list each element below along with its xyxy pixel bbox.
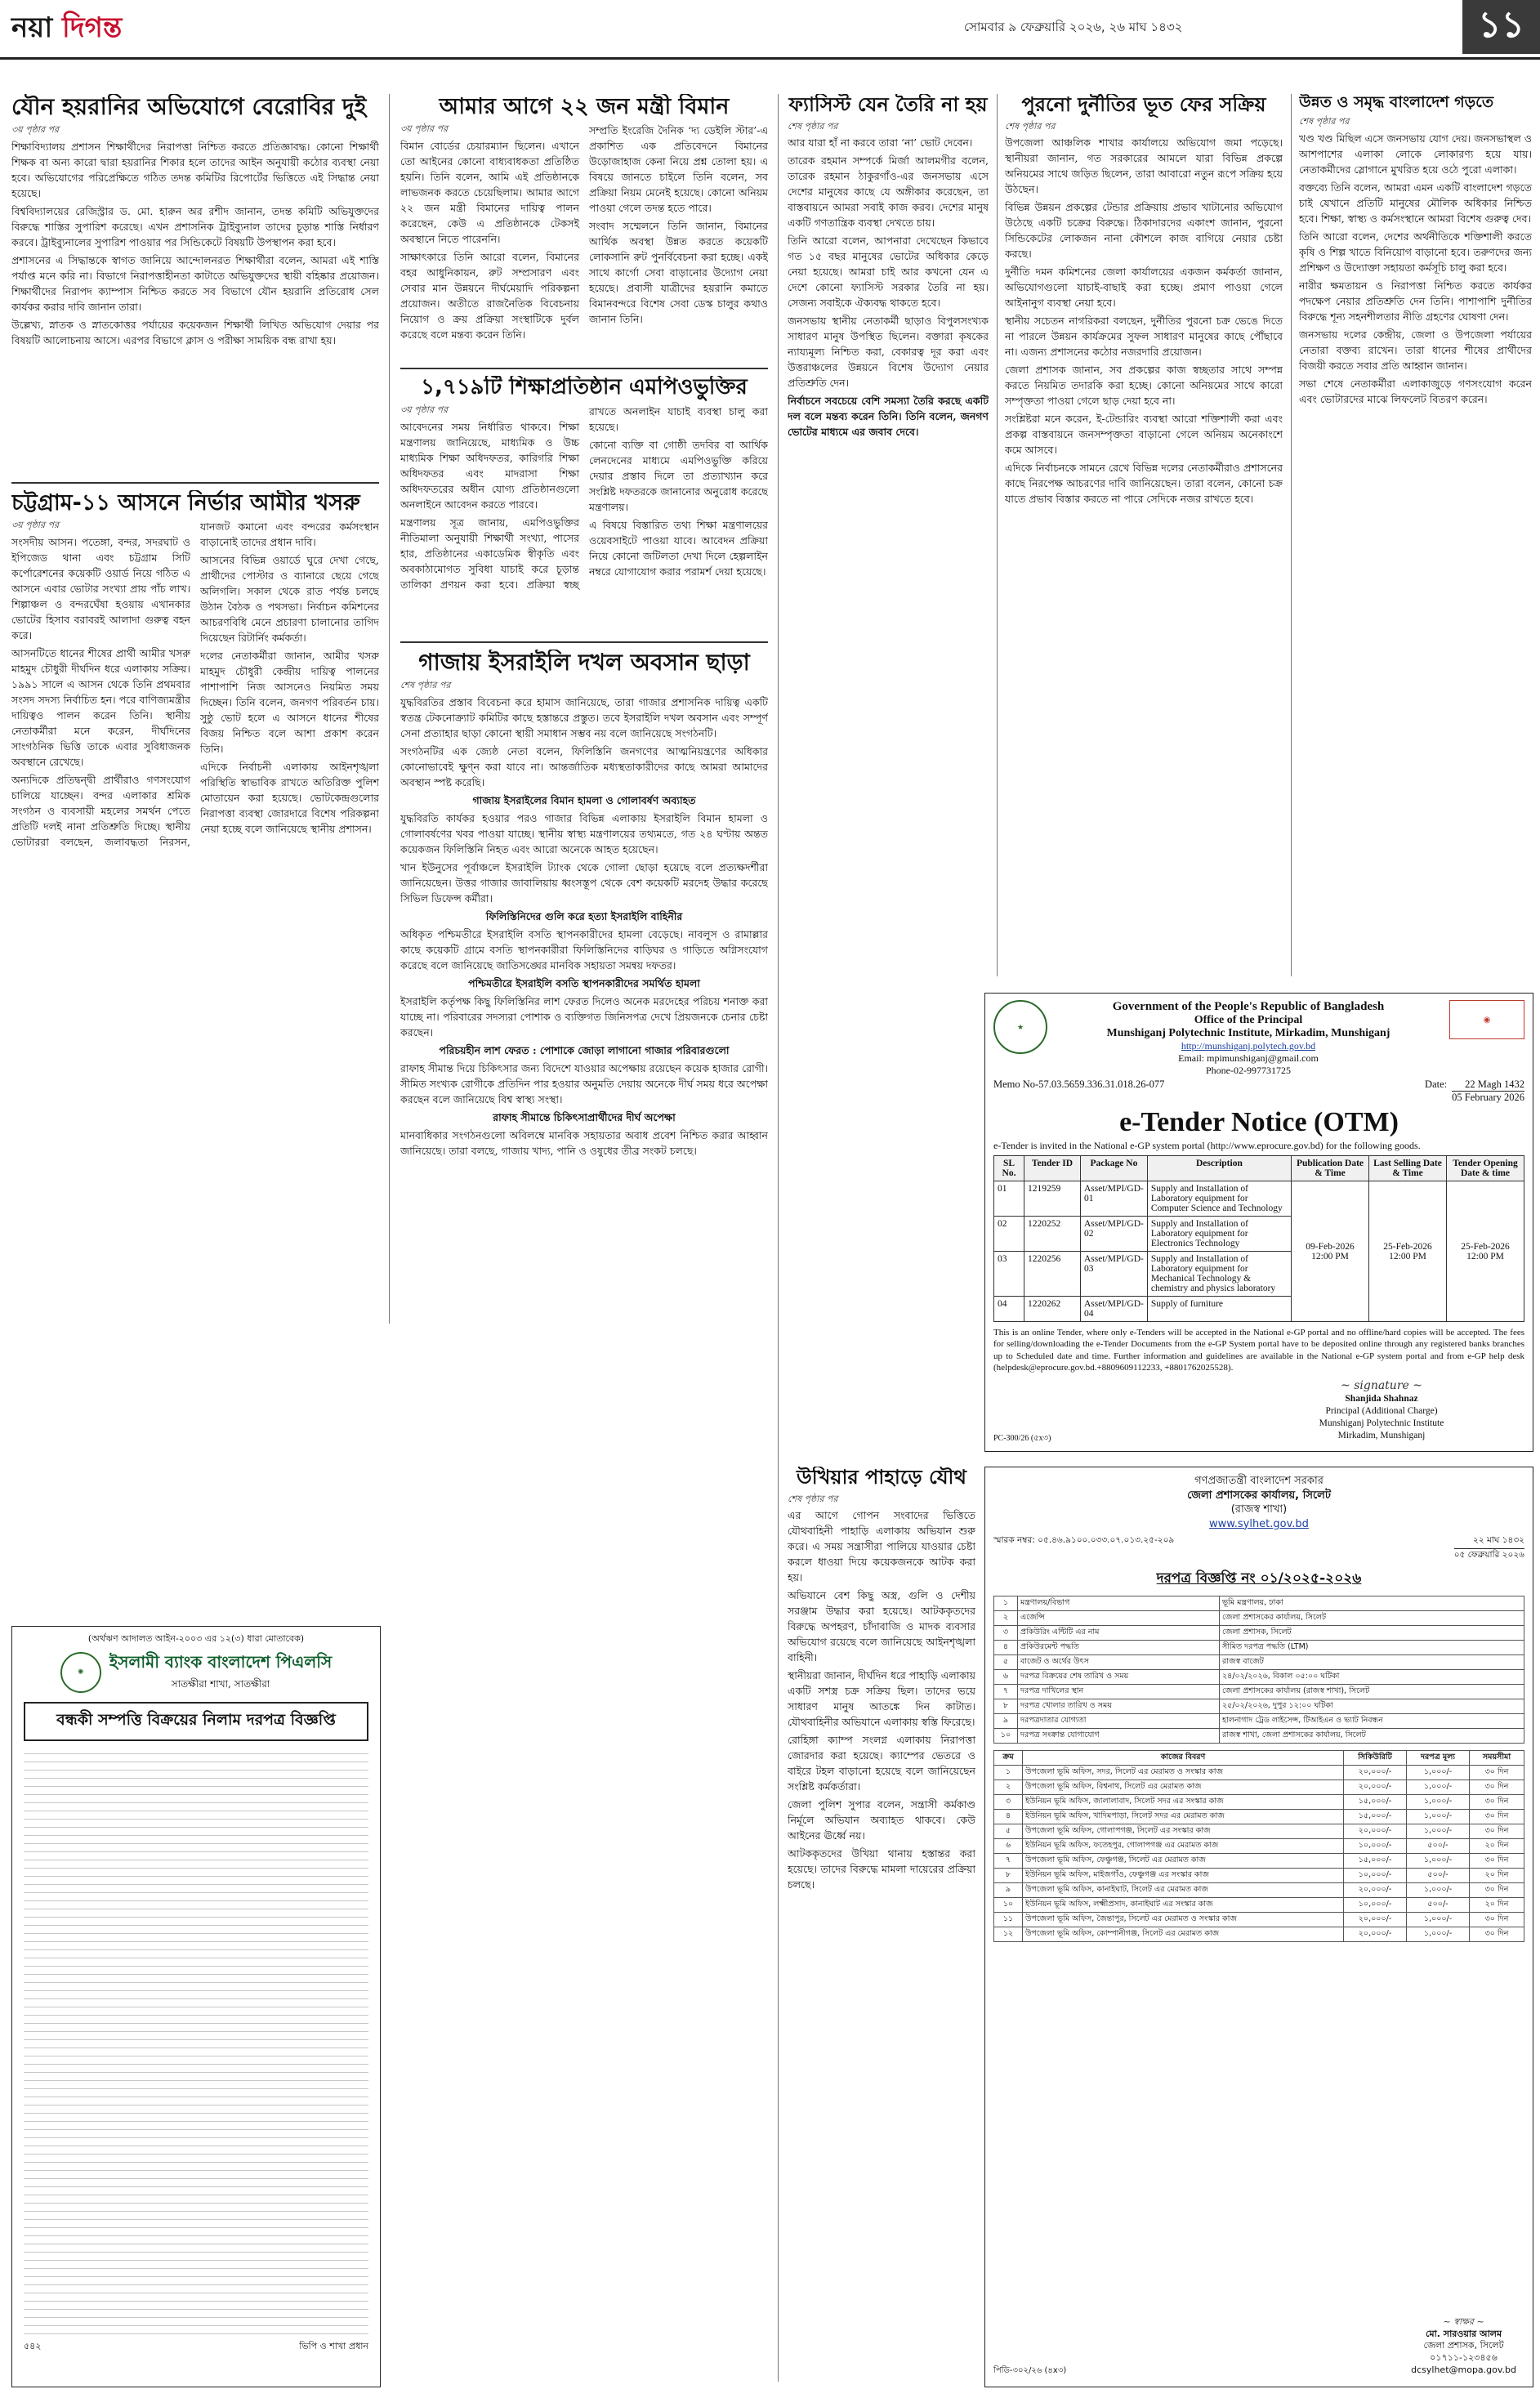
government-seal-icon: ★ <box>993 1000 1047 1054</box>
smart-bangladesh-logo: ◉ <box>1449 1000 1524 1039</box>
table-cell: ৯ <box>994 1883 1023 1898</box>
sylhet-notice-title: দরপত্র বিজ্ঞপ্তি নং ০১/২০২৫-২০২৬ <box>1156 1570 1362 1588</box>
article-paragraph: উপজেলা আঞ্চলিক শাখার কার্যালয়ে অভিযোগ জমা পড়েছে। স্থানীয়রা জানান, গত সরকারের আমলে যারা বিভিন্ন প্রকল্পে অনিয়মের সাথে জড়িত ছিলেন, তারা আবারো নতুন রূপে সক্রিয় হয়ে উঠছেন। <box>1005 136 1283 196</box>
table-cell: ৩০ দিন <box>1470 1883 1524 1898</box>
table-cell: 1220252 <box>1024 1217 1081 1252</box>
article-paragraph: খান ইউনুসের পূর্বাঞ্চলে ইসরাইলি ট্যাংক থেকে গোলা ছোড়া হয়েছে বলে প্রত্যক্ষদর্শীরা জানিয়েছেন। উত্তর গাজার জাবালিয়ায় ধ্বংসস্তূপ থেকে বেশ কয়েকটি মরদেহ উদ্ধার করেছে সিভিল ডিফেন্স কর্মীরা। <box>400 860 768 904</box>
table-row <box>994 1913 1524 1927</box>
bank-branch: সাতক্ষীরা শাখা, সাতক্ষীরা <box>171 1678 270 1690</box>
table-header-row <box>994 1156 1524 1181</box>
sylhet-website-link[interactable]: www.sylhet.gov.bd <box>1209 1517 1309 1530</box>
table-cell: ৪ <box>994 1810 1023 1824</box>
etender-date-en: 05 February 2026 <box>1452 1092 1524 1103</box>
table-cell: ইউনিয়ন ভূমি অফিস, জালালাবাদ, সিলেট সদর এর সংস্কার কাজ <box>1023 1795 1344 1810</box>
article-paragraph: জনসভায় দলের কেন্দ্রীয়, জেলা ও উপজেলা পর্যায়ের নেতারা বক্তব্য রাখেন। তারা ধানের শীষের প্রার্থীদের বিজয়ী করতে সবার প্রতি আহ্বান জানান। <box>1299 328 1532 372</box>
sylhet-signer-phone: ০১৭১১-১২৩৪৫৬ <box>1430 2352 1498 2364</box>
sylhet-date-en: ০৫ ফেব্রুয়ারি ২০২৬ <box>1453 1550 1524 1561</box>
etender-signer-title: Principal (Additional Charge) <box>1325 1406 1438 1417</box>
table-row <box>994 1824 1524 1839</box>
table-cell: ১,০০০/- <box>1407 1883 1470 1898</box>
table-row <box>994 1685 1524 1699</box>
table-cell: ২০,০০০/- <box>1344 1824 1407 1839</box>
bank-name: ইসলামী ব্যাংক বাংলাদেশ পিএলসি <box>109 1652 333 1672</box>
article-minister[interactable] <box>400 94 768 364</box>
table-cell: ২০,০০০/- <box>1344 1766 1407 1780</box>
table-row <box>994 1927 1524 1942</box>
auction-title: বন্ধকী সম্পত্তি বিক্রয়ের নিলাম দরপত্র বিজ্ঞপ্তি <box>24 1702 368 1741</box>
article-ukhiya[interactable] <box>788 1467 975 2382</box>
table-row <box>994 1729 1524 1744</box>
table-cell: দরপত্র বিক্রয়ের শেষ তারিখ ও সময় <box>1018 1670 1220 1685</box>
article-headline: যৌন হয়রানির অভিযোগে বেরোবির দুই <box>11 94 367 120</box>
table-cell: ইউনিয়ন ভূমি অফিস, খাদিমপাড়া, সিলেট সদর এর মেরামত কাজ <box>1023 1810 1344 1824</box>
article-paragraph: অন্যদিকে প্রতিদ্বন্দ্বী প্রার্থীরাও গণসংযোগ চালিয়ে যাচ্ছেন। বন্দর এলাকার শ্রমিক সংগঠন ও ব্যবসায়ী মহলের সমর্থন পেতে প্রতিটি দলই নানা প্রতিশ্রুতি দিচ্ছে। স্থানীয় ভোটাররা বলছেন, জলাবদ্ধতা নিরসন, যানজট কমানো এবং বন্দরের কর্মসংস্থান বাড়ানোই তাদের প্রধান দাবি। <box>11 520 379 848</box>
table-cell: Supply and Installation of Laboratory equipment for Computer Science and Technology <box>1147 1181 1291 1217</box>
article-paragraph: সংবাদ সম্মেলনে তিনি জানান, বিমানের আর্থিক অবস্থা উন্নত করতে কয়েকটি লোকসানি রুট পুনর্বিবেচনা করা হচ্ছে। একই সাথে কার্গো সেবা বাড়ানোর উদ্যোগ নেয়া হয়েছে। প্রবাসী যাত্রীদের হয়রানি কমাতে বিমানবন্দরে বিশেষ সেবা ডেস্ক চালুর কথাও জানান তিনি। <box>589 220 768 326</box>
table-cell: দরপত্র দাখিলের স্থান <box>1018 1685 1220 1699</box>
etender-signer-name: Shanjida Shahnaz <box>1345 1394 1418 1404</box>
article-subhead: পশ্চিমতীরে ইসরাইলি বসতি স্থাপনকারীদের সমর্থিত হামলা <box>468 976 700 989</box>
table-cell: ৪ <box>994 1641 1018 1655</box>
table-cell: 04 <box>994 1297 1024 1322</box>
column-header: ক্রম <box>994 1751 1023 1766</box>
table-cell: প্রকিউরিং এন্টিটি এর নাম <box>1018 1626 1220 1641</box>
table-cell: ১২ <box>994 1927 1023 1942</box>
article-paragraph: আবেদনের সময় নির্ধারিত থাকবে। শিক্ষা মন্ত্রণালয় জানিয়েছে, মাধ্যমিক ও উচ্চ মাধ্যমিক শিক্ষা অধিদফতর, কারিগরি শিক্ষা অধিদফতর এবং মাদরাসা শিক্ষা অধিদফতরের অধীন যোগ্য প্রতিষ্ঠানগুলো অনলাইনে আবেদন করতে পারবে। <box>400 420 579 511</box>
table-cell: ৮ <box>994 1699 1018 1714</box>
table-header-row <box>994 1751 1524 1766</box>
article-gaza[interactable] <box>400 650 768 2382</box>
dateline: সোমবার ৯ ফেব্রুয়ারি ২০২৬, ২৬ মাঘ ১৪৩২ <box>964 20 1183 34</box>
etender-memo: Memo No-57.03.5659.336.31.018.26-077 <box>993 1078 1165 1090</box>
table-cell: ১০ <box>994 1729 1018 1744</box>
article-subhead: গাজায় ইসরাইলের বিমান হামলা ও গোলাবর্ষণ অব্যাহত <box>472 793 696 806</box>
table-cell: Asset/MPI/GD-04 <box>1081 1297 1148 1322</box>
etender-website-link[interactable]: http://munshiganj.polytech.gov.bd <box>1181 1040 1316 1052</box>
etender-email: Email: mpimunshiganj@gmail.com <box>1178 1052 1319 1064</box>
sylhet-signer-email: dcsylhet@mopa.gov.bd <box>1411 2365 1516 2376</box>
table-cell: 02 <box>994 1217 1024 1252</box>
table-cell: ২৫/০২/২০২৬, দুপুর ১২:০০ ঘটিকা <box>1220 1699 1524 1714</box>
column-header: Tender Opening Date & time <box>1447 1156 1524 1181</box>
article-paragraph: ইসরাইলি কর্তৃপক্ষ কিছু ফিলিস্তিনির লাশ ফেরত দিলেও অনেক মরদেহের পরিচয় শনাক্ত করা যাচ্ছে না। পরিবারের সদস্যরা পোশাক ও ব্যক্তিগত জিনিসপত্র দেখে প্রিয়জনকে চেনার চেষ্টা করছেন। <box>400 994 768 1038</box>
article-paragraph: তারেক রহমান সম্পর্কে মির্জা আলমগীর বলেন, তারেক রহমান ঠাকুরগাঁও-এর জনসভায় এসে দেশের মানুষের কাছে যে অঙ্গীকার করেছেন, তা বাস্তবায়নে আমরা সবাই কাজ করব। দেশের মানুষ একটি গণতান্ত্রিক ব্যবস্থা দেখতে চায়। <box>788 154 989 230</box>
article-paragraph: আসনের বিভিন্ন ওয়ার্ডে ঘুরে দেখা গেছে, প্রার্থীদের পোস্টার ও ব্যানারে ছেয়ে গেছে অলিগলি। সকাল থেকে রাত পর্যন্ত চলছে উঠান বৈঠক ও পথসভা। নির্বাচন কমিশনের আচরণবিধি মেনে প্রচারণা চালানোর তাগিদ দিয়েছেন রিটার্নিং কর্মকর্তা। <box>200 554 379 645</box>
masthead <box>0 0 1540 60</box>
sylhet-date-bn: ২২ মাঘ ১৪৩২ <box>1454 1534 1524 1549</box>
page-number: ১১ <box>1462 0 1540 54</box>
article-kicker: ৩য় পৃষ্ঠার পর <box>400 404 449 415</box>
table-cell: ১,০০০/- <box>1407 1795 1470 1810</box>
article-paragraph: সংগঠনটির এক জ্যেষ্ঠ নেতা বলেন, ফিলিস্তিনি জনগণের আত্মনিয়ন্ত্রণের অধিকার কোনোভাবেই ক্ষুণ্ন করা যাবে না। আন্তর্জাতিক মধ্যস্থতাকারীদের কাছে আমরা আমাদের অবস্থান স্পষ্ট করেছি। <box>400 744 768 788</box>
table-cell: ৫০০/- <box>1407 1839 1470 1854</box>
etender-notice[interactable] <box>984 993 1533 1452</box>
table-cell: ৫০০/- <box>1407 1898 1470 1913</box>
article-paragraph: জেলা প্রশাসক জানান, সব প্রকল্পের কাজ স্বচ্ছতার সাথে সম্পন্ন করতে নিয়মিত তদারকি করা হচ্ছে। কোনো অনিয়মের সাথে কারো সম্পৃক্ততা পাওয়া গেলে ছাড় দেয়া হবে না। <box>1005 364 1283 408</box>
article-paragraph: স্থানীয় সচেতন নাগরিকরা বলছেন, দুর্নীতির পুরনো চক্র ভেঙে দিতে না পারলে উন্নয়ন কার্যক্রমের সুফল সাধারণ মানুষের কাছে পৌঁছাবে না। এজন্য প্রশাসনের কঠোর নজরদারি প্রয়োজন। <box>1005 315 1283 359</box>
table-cell: ২ <box>994 1611 1018 1626</box>
article-paragraph: সংসদীয় আসন। পতেঙ্গা, বন্দর, সদরঘাট ও ইপিজেড থানা এবং চট্টগ্রাম সিটি কর্পোরেশনের কয়েকটি ওয়ার্ড নিয়ে গঠিত এ আসনে এবার ভোটার সংখ্যা প্রায় পাঁচ লাখ। শিল্পাঞ্চল ও বন্দরঘেঁষা হওয়ায় এখানকার ভোটের হিসাব বরাবরই আলাদা গুরুত্ব বহন করে। <box>11 535 190 641</box>
table-cell: ১০ <box>994 1898 1023 1913</box>
article-headline: পুরনো দুর্নীতির ভূত ফের সক্রিয় <box>1021 94 1266 116</box>
table-cell: ৭ <box>994 1685 1018 1699</box>
article-harassment[interactable] <box>11 94 379 478</box>
article-kicker: শেষ পৃষ্ঠার পর <box>1005 120 1056 132</box>
table-cell: বাজেট ও অর্থের উৎস <box>1018 1655 1220 1670</box>
table-cell: 1220262 <box>1024 1297 1081 1322</box>
table-cell: ৫০০/- <box>1407 1869 1470 1883</box>
article-paragraph: রোহিঙ্গা ক্যাম্প সংলগ্ন এলাকায় নিরাপত্তা জোরদার করা হয়েছে। ক্যাম্পের ভেতরে ও বাইরে টহল বাড়ানো হয়েছে বলে জানিয়েছেন সংশ্লিষ্ট কর্মকর্তারা। <box>788 1734 975 1793</box>
column-divider <box>389 94 390 1324</box>
table-cell: উপজেলা ভূমি অফিস, সদর, সিলেট এর মেরামত ও সংস্কার কাজ <box>1023 1766 1344 1780</box>
etender-date-label: Date: <box>1425 1078 1448 1090</box>
table-cell: ইউনিয়ন ভূমি অফিস, ফতেহপুর, গোলাপগঞ্জ এর মেরামত কাজ <box>1023 1839 1344 1854</box>
article-paragraph: বক্তব্যে তিনি বলেন, আমরা এমন একটি বাংলাদেশ গড়তে চাই যেখানে প্রতিটি মানুষের মৌলিক অধিকার নিশ্চিত হবে। শিক্ষা, স্বাস্থ্য ও কর্মসংস্থানে আমরা বিশেষ গুরুত্ব দেব। <box>1299 181 1532 225</box>
table-cell: প্রকিউরমেন্ট পদ্ধতি <box>1018 1641 1220 1655</box>
table-row <box>994 1626 1524 1641</box>
etender-office-line: Office of the Principal <box>1194 1014 1303 1026</box>
table-row <box>994 1699 1524 1714</box>
table-row <box>994 1780 1524 1795</box>
table-cell: ৫ <box>994 1824 1023 1839</box>
etender-footer-text: This is an online Tender, where only e-Tenders will be accepted in the National e-GP portal and no offline/hard copies will be accepted. The fees for selling/downloading the e-Tender Documents from the e-GP System portal have to be deposited online through any registered banks branches up to Scheduled date and time. Further information and guidelines are available in the National e-GP system portal and from e-GP help desk (helpdesk@eprocure.gov.bd.+8809609112233, +8801762025528). <box>993 1328 1524 1373</box>
article-paragraph: তিনি আরো বলেন, দেশের অর্থনীতিকে শক্তিশালী করতে কৃষি ও শিল্প খাতে বিনিয়োগ বাড়ানো হবে। তরুণদের জন্য প্রশিক্ষণ ও উদ্যোক্তা সহায়তা কর্মসূচি চালু করা হবে। <box>1299 230 1532 274</box>
article-paragraph: দলের নেতাকর্মীরা জানান, আমীর খসরু মাহমুদ চৌধুরী কেন্দ্রীয় দায়িত্ব পালনের পাশাপাশি নিজ আসনেও নিয়মিত সময় দিচ্ছেন। তিনি বলেন, জনগণ পরিবর্তন চায়। সুষ্ঠু ভোট হলে এ আসনে ধানের শীষের বিজয় নিশ্চিত বলে আশা প্রকাশ করেন তিনি। <box>200 650 379 756</box>
article-paragraph: স্থানীয়রা জানান, দীর্ঘদিন ধরে পাহাড়ি এলাকায় একটি সশস্ত্র চক্র সক্রিয় ছিল। তাদের ভয়ে সাধারণ মানুষ আতঙ্কে দিন কাটাত। যৌথবাহিনীর অভিযানে এলাকায় স্বস্তি ফিরেছে। <box>788 1669 975 1729</box>
table-cell: ৩০ দিন <box>1470 1854 1524 1869</box>
article-paragraph: বিশ্ববিদ্যালয়ের রেজিস্ট্রার ড. মো. হারুন অর রশীদ জানান, তদন্ত কমিটি অভিযুক্তদের বিরুদ্ধে শাস্তির সুপারিশ করেছে। এখন প্রশাসনিক ট্রাইব্যুনাল তাদের চূড়ান্ত শাস্তি নির্ধারণ করবে। ট্রাইব্যুনালের সুপারিশ পাওয়ার পর সিন্ডিকেটে বিষয়টি উপস্থাপন করা হবে। <box>11 204 379 248</box>
table-cell: ১,০০০/- <box>1407 1810 1470 1824</box>
article-paragraph: দুর্নীতি দমন কমিশনের জেলা কার্যালয়ের একজন কর্মকর্তা জানান, অভিযোগগুলো যাচাই-বাছাই করা হচ্ছে। প্রমাণ পাওয়া গেলে আইনানুগ ব্যবস্থা নেয়া হবে। <box>1005 266 1283 310</box>
article-subhead: পরিচয়হীন লাশ ফেরত : পোশাকে জোড়া লাগানো গাজার পরিবারগুলো <box>439 1043 730 1056</box>
table-cell: Supply and Installation of Laboratory equipment for Electronics Technology <box>1147 1217 1291 1252</box>
sylhet-info-table <box>993 1596 1524 1744</box>
table-cell: ১৫,০০০/- <box>1344 1810 1407 1824</box>
table-cell: ৩০ দিন <box>1470 1810 1524 1824</box>
column-divider <box>778 94 779 2382</box>
table-row <box>994 1641 1524 1655</box>
table-cell: ২০,০০০/- <box>1344 1883 1407 1898</box>
table-cell: রাজস্ব বাজেট <box>1220 1655 1524 1670</box>
table-cell: উপজেলা ভূমি অফিস, কোম্পানীগঞ্জ, সিলেট এর মেরামত কাজ <box>1023 1927 1344 1942</box>
table-cell: ২০ দিন <box>1470 1898 1524 1913</box>
table-cell: ৩০ দিন <box>1470 1780 1524 1795</box>
table-cell: ১ <box>994 1766 1023 1780</box>
section-divider <box>400 641 768 643</box>
article-subhead: ফিলিস্তিনিদের গুলি করে হত্যা ইসরাইলি বাহিনীর <box>485 909 683 922</box>
table-cell: উপজেলা ভূমি অফিস, গোলাপগঞ্জ, সিলেট এর সংস্কার কাজ <box>1023 1824 1344 1839</box>
article-headline: গাজায় ইসরাইলি দখল অবসান ছাড়া <box>418 650 750 676</box>
etender-institute: Munshiganj Polytechnic Institute, Mirkadim, Munshiganj <box>1106 1027 1390 1039</box>
article-paragraph: অভিযানে বেশ কিছু অস্ত্র, গুলি ও দেশীয় সরঞ্জাম উদ্ধার করা হয়েছে। আটককৃতদের বিরুদ্ধে অপহরণ, চাঁদাবাজি ও মাদক ব্যবসার অভিযোগ রয়েছে বলে জানিয়েছে আইনশৃঙ্খলা বাহিনী। <box>788 1589 975 1664</box>
auction-fine-print <box>24 1746 368 2334</box>
table-cell: ৮ <box>994 1869 1023 1883</box>
table-cell: রাজস্ব শাখা, জেলা প্রশাসকের কার্যালয়, সিলেট <box>1220 1729 1524 1744</box>
table-row <box>994 1854 1524 1869</box>
table-row <box>994 1795 1524 1810</box>
etender-code: PC-300/26 (৫x৩) <box>993 1434 1051 1443</box>
table-cell: 01 <box>994 1181 1024 1217</box>
table-cell: ৩০ দিন <box>1470 1824 1524 1839</box>
table-cell: ১,০০০/- <box>1407 1824 1470 1839</box>
article-paragraph: সভা শেষে নেতাকর্মীরা এলাকাজুড়ে গণসংযোগ করেন এবং ভোটারদের মাঝে লিফলেট বিতরণ করেন। <box>1299 377 1532 405</box>
article-fascist[interactable] <box>788 94 989 976</box>
table-row <box>994 1839 1524 1854</box>
table-cell: Asset/MPI/GD-01 <box>1081 1181 1148 1217</box>
article-headline: চট্টগ্রাম-১১ আসনে নির্ভার আমীর খসরু <box>11 490 360 516</box>
sylhet-code: পিডি-৩০২/২৬ (৪x৩) <box>993 2366 1067 2375</box>
article-paragraph: রাফাহ সীমান্ত দিয়ে চিকিৎসার জন্য বিদেশে যাওয়ার অপেক্ষায় রয়েছেন কয়েক হাজার রোগী। সীমিত সংখ্যক রোগীকে প্রতিদিন পার হওয়ার অনুমতি দেয়ায় অনেকে দীর্ঘ সময় ধরে অপেক্ষা করছেন বলে জানিয়েছে বিশ্ব স্বাস্থ্য সংস্থা। <box>400 1061 768 1105</box>
article-paragraph: কোনো ব্যক্তি বা গোষ্ঠী তদবির বা আর্থিক লেনদেনের মাধ্যমে এমপিওভুক্তি করিয়ে দেয়ার প্রস্তাব দিলে তা প্রত্যাখ্যান করে সংশ্লিষ্ট দফতরকে জানানোর অনুরোধ করেছে মন্ত্রণালয়। <box>589 438 768 513</box>
article-paragraph: খণ্ড খণ্ড মিছিল এসে জনসভায় যোগ দেয়। জনসভাস্থল ও আশপাশের এলাকা লোকে লোকারণ্য হয়ে যায়। নেতাকর্মীদের স্লোগানে মুখরিত হয়ে ওঠে পুরো এলাকা। <box>1299 132 1532 176</box>
article-headline: আমার আগে ২২ জন মন্ত্রী বিমান <box>439 94 730 119</box>
article-paragraph: যুদ্ধবিরতি কার্যকর হওয়ার পরও গাজার বিভিন্ন এলাকায় ইসরাইলি বিমান হামলা ও গোলাবর্ষণের খবর পাওয়া যাচ্ছে। স্থানীয় স্বাস্থ্য মন্ত্রণালয়ের তথ্যমতে, গত ২৪ ঘণ্টায় অন্তত কয়েকজন ফিলিস্তিনি নিহত এবং আরো অনেকে আহত হয়েছেন। <box>400 811 768 855</box>
table-cell: দরপত্র খোলার তারিখ ও সময় <box>1018 1699 1220 1714</box>
etender-phone: Phone-02-997731725 <box>1206 1065 1291 1076</box>
table-cell: ২০,০০০/- <box>1344 1927 1407 1942</box>
table-cell: ৩০ দিন <box>1470 1927 1524 1942</box>
table-cell: উপজেলা ভূমি অফিস, জৈন্তাপুর, সিলেট এর মেরামত ও সংস্কার কাজ <box>1023 1913 1344 1927</box>
etender-intro: e-Tender is invited in the National e-GP system portal (http://www.eprocure.gov.bd) for the following goods. <box>993 1140 1421 1151</box>
table-cell: ৫ <box>994 1655 1018 1670</box>
article-paragraph: এর আগে গোপন সংবাদের ভিত্তিতে যৌথবাহিনী পাহাড়ি এলাকায় অভিযান শুরু করে। এ সময় সন্ত্রাসীরা পালিয়ে যাওয়ার চেষ্টা করলে ধাওয়া দিয়ে কয়েকজনকে আটক করা হয়। <box>788 1509 975 1584</box>
table-cell: ২০,০০০/- <box>1344 1913 1407 1927</box>
table-row <box>994 1181 1524 1217</box>
article-paragraph: জেলা পুলিশ সুপার বলেন, সন্ত্রাসী কর্মকাণ্ড নির্মূলে অভিযান অব্যাহত থাকবে। কেউ আইনের ঊর্ধ্বে নয়। <box>788 1798 975 1842</box>
table-cell: ইউনিয়ন ভূমি অফিস, লক্ষ্মীপ্রসাদ, কানাইঘাট এর সংস্কার কাজ <box>1023 1898 1344 1913</box>
table-cell: 03 <box>994 1252 1024 1297</box>
auction-footer-code: ৫৪২ <box>24 2341 42 2351</box>
article-paragraph: যুদ্ধবিরতির প্রস্তাব বিবেচনা করে হামাস জানিয়েছে, তারা গাজার প্রশাসনিক দায়িত্ব একটি স্বতন্ত্র টেকনোক্র্যাট কমিটির কাছে হস্তান্তরে প্রস্তুত। তবে ইসরাইলি দখল অবসান এবং সম্পূর্ণ সেনা প্রত্যাহার ছাড়া কোনো স্থায়ী সমাধান সম্ভব নয় বলে জানিয়েছে সংগঠনটি। <box>400 695 768 739</box>
etender-title: e-Tender Notice (OTM) <box>1119 1107 1399 1137</box>
article-paragraph: নারীর ক্ষমতায়ন ও নিরাপত্তা নিশ্চিত করতে কার্যকর পদক্ষেপ নেয়ার প্রতিশ্রুতি দেন তিনি। পাশাপাশি দুর্নীতির বিরুদ্ধে শূন্য সহনশীলতার নীতি গ্রহণের ঘোষণা দেন। <box>1299 279 1532 323</box>
table-cell: ১,০০০/- <box>1407 1854 1470 1869</box>
article-kicker: শেষ পৃষ্ঠার পর <box>788 1493 838 1504</box>
article-kicker: শেষ পৃষ্ঠার পর <box>400 680 451 691</box>
auction-body <box>24 1746 368 2334</box>
table-cell: দরপত্রদাতার যোগ্যতা <box>1018 1714 1220 1729</box>
article-paragraph: আসনটিতে ধানের শীষের প্রার্থী আমীর খসরু মাহমুদ চৌধুরী দীর্ঘদিন ধরে এলাকায় সক্রিয়। ১৯৯১ সালে এ আসন থেকে তিনি প্রথমবার সংসদ সদস্য নির্বাচিত হন। পরে বাণিজ্যমন্ত্রীর দায়িত্বও পালন করেন তিনি। স্থানীয় নেতাকর্মীরা মনে করেন, দীর্ঘদিনের সাংগঠনিক ভিত্তি তাকে এবার সুবিধাজনক অবস্থানে রেখেছে। <box>11 646 190 768</box>
column-divider <box>997 94 998 976</box>
column-header: Last Selling Date & Time <box>1369 1156 1447 1181</box>
table-cell: ভূমি মন্ত্রণালয়, ঢাকা <box>1220 1596 1524 1611</box>
article-paragraph: সংশ্লিষ্টরা মনে করেন, ই-টেন্ডারিং ব্যবস্থা আরো শক্তিশালী করা এবং প্রকল্প বাস্তবায়নে জনসম্পৃক্ততা বাড়ানো গেলে অনিয়ম অনেকাংশে কমে আসবে। <box>1005 413 1283 457</box>
etender-date-bn: 22 Magh 1432 <box>1452 1078 1524 1092</box>
table-row <box>994 1898 1524 1913</box>
table-cell: ১৫,০০০/- <box>1344 1854 1407 1869</box>
table-cell: ইউনিয়ন ভূমি অফিস, মাইজগাঁও, ফেঞ্চুগঞ্জ এর সংস্কার কাজ <box>1023 1869 1344 1883</box>
sylhet-branch-line: (রাজস্ব শাখা) <box>1230 1503 1288 1516</box>
table-cell: 25-Feb-2026 12:00 PM <box>1447 1181 1524 1322</box>
table-cell: ১,০০০/- <box>1407 1766 1470 1780</box>
table-cell: উপজেলা ভূমি অফিস, বিশ্বনাথ, সিলেট এর মেরামত কাজ <box>1023 1780 1344 1795</box>
table-cell: 1220256 <box>1024 1252 1081 1297</box>
article-paragraph: সম্প্রতি ইংরেজি দৈনিক ‘দ্য ডেইলি স্টার’-এ প্রকাশিত এক প্রতিবেদনে বিমানের উড়োজাহাজ কেনা নিয়ে প্রশ্ন তোলা হয়। এ বিষয়ে জানতে চাইলে তিনি বলেন, সব প্রক্রিয়া নিয়ম মেনেই হয়েছে। কোনো অনিয়ম পাওয়া গেলে তদন্ত হতে পারে। <box>589 124 768 215</box>
table-cell: ১ <box>994 1596 1018 1611</box>
table-cell: জেলা প্রশাসকের কার্যালয়, সিলেট <box>1220 1611 1524 1626</box>
table-row <box>994 1611 1524 1626</box>
table-cell: ১,০০০/- <box>1407 1780 1470 1795</box>
table-row <box>994 1670 1524 1685</box>
table-cell: দরপত্র সংক্রান্ত যোগাযোগ <box>1018 1729 1220 1744</box>
article-paragraph: সাক্ষাৎকারে তিনি আরো বলেন, বিমানের বহর আধুনিকায়ন, রুট সম্প্রসারণ এবং সেবার মান উন্নয়নে দীর্ঘমেয়াদি পরিকল্পনা প্রয়োজন। অতীতে রাজনৈতিক বিবেচনায় নিয়োগ ও ক্রয় প্রক্রিয়া সংস্থাটিকে দুর্বল করেছে বলে মন্তব্য করেন তিনি। <box>400 250 579 341</box>
article-headline: উন্নত ও সমৃদ্ধ বাংলাদেশ গড়তে <box>1299 94 1494 111</box>
column-divider <box>1291 94 1292 976</box>
table-cell: উপজেলা ভূমি অফিস, কানাইঘাট, সিলেট এর মেরামত কাজ <box>1023 1883 1344 1898</box>
table-cell: 1219259 <box>1024 1181 1081 1217</box>
article-kicker: ৩য় পৃষ্ঠার পর <box>11 124 60 136</box>
article-paragraph: জনসভায় স্থানীয় নেতাকর্মী ছাড়াও বিপুলসংখ্যক সাধারণ মানুষ উপস্থিত ছিলেন। বক্তারা কৃষকের ন্যায্যমূল্য নিশ্চিত করা, বেকারত্ব দূর করা এবং উত্তরাঞ্চলের উন্নয়নে বিশেষ উদ্যোগ নেয়ার প্রতিশ্রুতি দেন। <box>788 315 989 390</box>
table-cell: 25-Feb-2026 12:00 PM <box>1369 1181 1447 1322</box>
column-header: দরপত্র মূল্য <box>1407 1751 1470 1766</box>
article-kicker: ৩য় পৃষ্ঠার পর <box>11 520 60 531</box>
table-cell: ৭ <box>994 1854 1023 1869</box>
table-cell: উপজেলা ভূমি অফিস, ফেঞ্চুগঞ্জ, সিলেট এর মেরামত কাজ <box>1023 1854 1344 1869</box>
table-cell: ৩ <box>994 1795 1023 1810</box>
table-cell: ২০ দিন <box>1470 1869 1524 1883</box>
table-row <box>994 1655 1524 1670</box>
column-header: Package No <box>1081 1156 1148 1181</box>
article-headline: ১,৭১৯টি শিক্ষাপ্রতিষ্ঠান এমপিওভুক্তির <box>421 376 748 400</box>
table-cell: ১০,০০০/- <box>1344 1898 1407 1913</box>
column-header: Publication Date & Time <box>1292 1156 1369 1181</box>
table-cell: সীমিত দরপত্র পদ্ধতি (LTM) <box>1220 1641 1524 1655</box>
table-cell: ১০,০০০/- <box>1344 1869 1407 1883</box>
table-cell: Asset/MPI/GD-03 <box>1081 1252 1148 1297</box>
table-cell: এজেন্সি <box>1018 1611 1220 1626</box>
table-cell: হালনাগাদ ট্রেড লাইসেন্স, টিআইএন ও ভ্যাট নিবন্ধন <box>1220 1714 1524 1729</box>
table-cell: ৩০ দিন <box>1470 1795 1524 1810</box>
table-row <box>994 1883 1524 1898</box>
article-paragraph: বিভিন্ন উন্নয়ন প্রকল্পের টেন্ডার প্রক্রিয়ায় প্রভাব খাটানোর অভিযোগ উঠেছে একটি চক্রের বিরুদ্ধে। ঠিকাদারদের একাংশ জানান, পুরনো সিন্ডিকেটের লোকজন নানা কৌশলে কাজ বাগিয়ে নেয়ার চেষ্টা করছে। <box>1005 201 1283 261</box>
article-paragraph: মন্ত্রণালয় সূত্র জানায়, এমপিওভুক্তির নীতিমালা অনুযায়ী শিক্ষার্থী সংখ্যা, পাসের হার, প্রতিষ্ঠানের একাডেমিক স্বীকৃতি এবং অবকাঠামোগত সুবিধা যাচাই করে চূড়ান্ত তালিকা প্রণয়ন করা হবে। প্রক্রিয়া স্বচ্ছ রাখতে অনলাইন যাচাই ব্যবস্থা চালু করা হয়েছে। <box>400 404 768 591</box>
newspaper-logo[interactable]: নয়া দিগন্ত <box>11 11 123 44</box>
table-cell: জেলা প্রশাসকের কার্যালয় (রাজস্ব শাখা), সিলেট <box>1220 1685 1524 1699</box>
sylhet-signer-name: মো. সারওয়ার আলম <box>1426 2328 1502 2339</box>
column-header: SL No. <box>994 1156 1024 1181</box>
article-paragraph: প্রশাসনের এ সিদ্ধান্তকে স্বাগত জানিয়ে আন্দোলনরত শিক্ষার্থীরা বলেন, আমরা এই শাস্তি পর্যাপ্ত মনে করি না। বিভাগে নিরাপত্তাহীনতা কাটাতে অভিযুক্তদের স্থায়ী বহিষ্কার প্রয়োজন। শিক্ষার্থীদের নিরাপদ ক্যাম্পাস নিশ্চিত করতে সব বিভাগে যৌন হয়রানি প্রতিরোধ সেল কার্যকর করার দাবি জানান তারা। <box>11 253 379 313</box>
sylhet-work-table <box>993 1750 1524 1942</box>
table-cell: ৯ <box>994 1714 1018 1729</box>
article-paragraph: এদিকে নির্বাচনকে সামনে রেখে বিভিন্ন দলের নেতাকর্মীরাও প্রশাসনের কাছে নিরপেক্ষ আচরণের দাবি জানিয়েছেন। তারা বলেন, কোনো চক্র যাতে প্রভাব বিস্তার করতে না পারে সেদিকে নজর রাখতে হবে। <box>1005 462 1283 506</box>
table-cell: 09-Feb-2026 12:00 PM <box>1292 1181 1369 1322</box>
table-cell: ৩ <box>994 1626 1018 1641</box>
sylhet-gov-line: গণপ্রজাতন্ত্রী বাংলাদেশ সরকার <box>1194 1475 1324 1487</box>
table-cell: Asset/MPI/GD-02 <box>1081 1217 1148 1252</box>
auction-signer: ভিপি ও শাখা প্রধান <box>299 2341 368 2351</box>
section-divider <box>400 368 768 369</box>
table-row <box>994 1596 1524 1611</box>
column-header: Tender ID <box>1024 1156 1081 1181</box>
article-developed[interactable] <box>1299 94 1532 976</box>
article-paragraph: বিমান বোর্ডের চেয়ারম্যান ছিলেন। এখানে তো আইনের কোনো বাধ্যবাধকতা প্রতিষ্ঠিত হয়নি। তিনি বলেন, আমি এই প্রতিষ্ঠানকে লাভজনক করতে চেয়েছিলাম। আমার আগে ২২ জন মন্ত্রী বিমানের দায়িত্ব পালন করেছেন, কেউ এ প্রতিষ্ঠানকে টেকসই অবস্থানে নিতে পারেননি। <box>400 139 579 245</box>
article-subhead: রাফাহ সীমান্তে চিকিৎসাপ্রার্থীদের দীর্ঘ অপেক্ষা <box>493 1110 676 1123</box>
article-paragraph: অধিকৃত পশ্চিমতীরে ইসরাইলি বসতি স্থাপনকারীদের হামলা বেড়েছে। নাবলুস ও রামাল্লার কাছে কয়েকটি গ্রামে বসতি স্থাপনকারীরা ফিলিস্তিনিদের বাড়িঘর ও গাড়িতে অগ্নিসংযোগ করেছে বলে জানিয়েছে জাতিসঙ্ঘের মানবিক সহায়তা সমন্বয় দফতর। <box>400 927 768 971</box>
etender-signer-place: Mirkadim, Munshiganj <box>1337 1431 1426 1441</box>
sylhet-office-line: জেলা প্রশাসকের কার্যালয়, সিলেট <box>1187 1489 1331 1502</box>
table-cell: জেলা প্রশাসক, সিলেট <box>1220 1626 1524 1641</box>
sylhet-memo: স্মারক নম্বর: ০৫.৪৬.৯১০০.০৩৩.০৭.০১৩.২৫-২০৯ <box>993 1535 1175 1546</box>
column-header: Description <box>1147 1156 1291 1181</box>
sylhet-tender-notice[interactable] <box>984 1467 1533 2387</box>
table-cell: ২০ দিন <box>1470 1839 1524 1854</box>
article-paragraph: নির্বাচনে সবচেয়ে বেশি সমস্যা তৈরি করছে একটি দল বলে মন্তব্য করেন তিনি। তিনি বলেন, জনগণ ভোটের মাধ্যমে এর জবাব দেবে। <box>788 395 989 439</box>
signature-icon: ~ স্বাক্ষর ~ <box>1443 2315 1484 2327</box>
table-cell: মন্ত্রণালয়/বিভাগ <box>1018 1596 1220 1611</box>
article-paragraph: আর যারা হাঁ না করবে তারা ‘না’ ভোট দেবেন। <box>788 136 973 150</box>
table-cell: ১,০০০/- <box>1407 1913 1470 1927</box>
table-cell: ২০,০০০/- <box>1344 1780 1407 1795</box>
article-kicker: শেষ পৃষ্ঠার পর <box>1299 115 1350 127</box>
article-paragraph: উল্লেখ্য, স্নাতক ও স্নাতকোত্তর পর্যায়ের কয়েকজন শিক্ষার্থী লিখিত অভিযোগ দেয়ার পর বিষয়টি আলোচনায় আসে। এরপর বিভাগে ক্লাস ও পরীক্ষা সাময়িক বন্ধ রাখা হয়। <box>11 318 379 346</box>
table-cell: ২৪/০২/২০২৬, বিকাল ০৫:০০ ঘটিকা <box>1220 1670 1524 1685</box>
table-cell: ৩০ দিন <box>1470 1766 1524 1780</box>
table-row <box>994 1869 1524 1883</box>
table-cell: ১১ <box>994 1913 1023 1927</box>
table-cell: ১০,০০০/- <box>1344 1839 1407 1854</box>
etender-signer-org: Munshiganj Polytechnic Institute <box>1319 1418 1444 1429</box>
article-paragraph: তিনি আরো বলেন, আপনারা দেখেছেন কিভাবে গত ১৫ বছর মানুষের ভোটের অধিকার কেড়ে নেয়া হয়েছে। আমরা চাই আর কখনো যেন এ দেশে কোনো ফ্যাসিস্ট সরকার তৈরি না হয়। সেজন্য সবাইকে ঐক্যবদ্ধ থাকতে হবে। <box>788 234 989 310</box>
article-kicker: শেষ পৃষ্ঠার পর <box>788 120 838 132</box>
article-chattogram[interactable] <box>11 490 379 1610</box>
section-divider <box>11 482 379 484</box>
article-paragraph: এদিকে নির্বাচনী এলাকায় আইনশৃঙ্খলা পরিস্থিতি স্বাভাবিক রাখতে অতিরিক্ত পুলিশ মোতায়েন করা হয়েছে। ভোটকেন্দ্রগুলোর নিরাপত্তা ব্যবস্থা জোরদারে বিশেষ পরিকল্পনা নেয়া হচ্ছে বলে জানিয়েছে স্থানীয় প্রশাসন। <box>200 761 379 836</box>
table-cell: Supply and Installation of Laboratory equipment for Mechanical Technology & chemistry and physics laboratory <box>1147 1252 1291 1297</box>
table-cell: ৬ <box>994 1839 1023 1854</box>
table-cell: ৬ <box>994 1670 1018 1685</box>
table-row <box>994 1766 1524 1780</box>
auction-law-line: (অর্থঋণ আদালত আইন-২০০৩ এর ১২(৩) ধারা মোতাবেক) <box>87 1633 305 1644</box>
bank-logo: ✺ <box>60 1652 101 1693</box>
etender-table <box>993 1155 1524 1322</box>
table-row <box>994 1714 1524 1729</box>
column-header: সময়সীমা <box>1470 1751 1524 1766</box>
table-cell: ২ <box>994 1780 1023 1795</box>
table-cell: ১৫,০০০/- <box>1344 1795 1407 1810</box>
table-cell: Supply of furniture <box>1147 1297 1291 1322</box>
article-headline: উখিয়ার পাহাড়ে যৌথ <box>797 1467 966 1489</box>
column-header: সিকিউরিটি <box>1344 1751 1407 1766</box>
article-paragraph: এ বিষয়ে বিস্তারিত তথ্য শিক্ষা মন্ত্রণালয়ের ওয়েবসাইটে পাওয়া যাবে। আবেদন প্রক্রিয়া নিয়ে কোনো জটিলতা দেখা দিলে হেল্পলাইন নম্বরে যোগাযোগ করার পরামর্শ দেয়া হয়েছে। <box>589 518 768 578</box>
etender-gov-line: Government of the People's Republic of Bangladesh <box>1112 1000 1385 1013</box>
table-cell: ১,০০০/- <box>1407 1927 1470 1942</box>
column-header: কাজের বিবরণ <box>1023 1751 1344 1766</box>
article-corruption[interactable] <box>1005 94 1283 976</box>
signature-icon: ~ signature ~ <box>1341 1379 1422 1393</box>
table-row <box>994 1810 1524 1824</box>
table-cell: ৩০ দিন <box>1470 1913 1524 1927</box>
article-paragraph: শিক্ষাবিদ্যালয় প্রশাসন শিক্ষার্থীদের নিরাপত্তা নিশ্চিত করতে প্রতিজ্ঞাবদ্ধ। কোনো শিক্ষার্থী শিক্ষক বা অন্য কারো দ্বারা হয়রানির শিকার হলে তাদের আইন অনুযায়ী কঠোর ব্যবস্থা নেয়া হবে। অভিযোগের পরিপ্রেক্ষিতে গঠিত তদন্ত কমিটির রিপোর্টের ভিত্তিতে এই সিদ্ধান্ত নেয়া হয়েছে। <box>11 140 379 199</box>
article-paragraph: মানবাধিকার সংগঠনগুলো অবিলম্বে মানবিক সহায়তার অবাধ প্রবেশ নিশ্চিত করার আহ্বান জানিয়েছে। তারা বলছে, গাজায় খাদ্য, পানি ও ওষুধের তীব্র সংকট চলছে। <box>400 1128 768 1157</box>
article-mpo[interactable] <box>400 376 768 637</box>
article-headline: ফ্যাসিস্ট যেন তৈরি না হয় <box>788 94 988 116</box>
sylhet-signer-title: জেলা প্রশাসক, সিলেট <box>1423 2340 1504 2351</box>
auction-advertisement[interactable] <box>11 1626 381 2387</box>
article-paragraph: আটককৃতদের উখিয়া থানায় হস্তান্তর করা হয়েছে। তাদের বিরুদ্ধে মামলা দায়েরের প্রক্রিয়া চলছে। <box>788 1847 975 1891</box>
article-kicker: ৩য় পৃষ্ঠার পর <box>400 123 449 135</box>
